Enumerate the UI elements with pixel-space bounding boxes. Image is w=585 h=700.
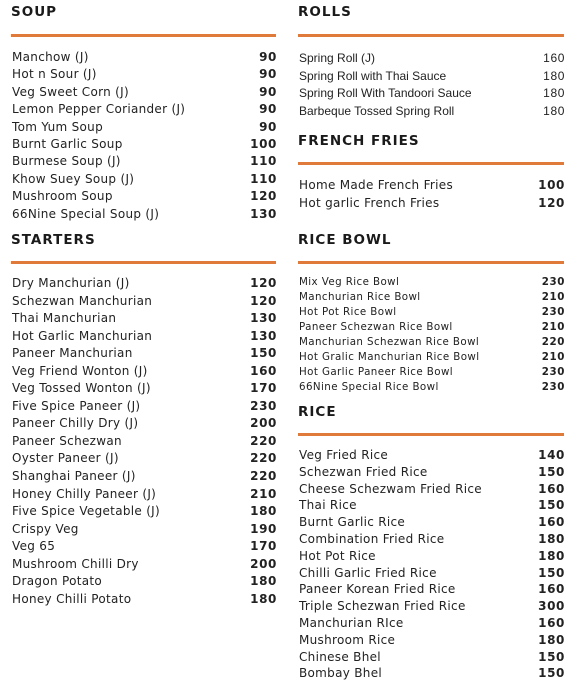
- menu-item-name: Bombay Bhel: [299, 666, 383, 681]
- menu-item: [12, 591, 277, 609]
- french-fries-list: [299, 177, 565, 212]
- menu-item: [12, 66, 277, 83]
- menu-item-price: 130: [250, 328, 277, 343]
- menu-item-price: 120: [250, 293, 277, 308]
- menu-item: [299, 195, 565, 213]
- section-title-rice-bowl: RICE BOWL: [298, 232, 392, 248]
- menu-item-price: 230: [541, 276, 565, 288]
- menu-item-name: Chilli Garlic Fried Rice: [299, 565, 437, 580]
- menu-item-price: 160: [250, 363, 277, 378]
- menu-item-price: 200: [250, 416, 277, 431]
- menu-item: [299, 615, 565, 632]
- menu-item-price: 160: [538, 481, 565, 496]
- menu-item-name: Khow Suey Soup (J): [12, 171, 135, 186]
- menu-item-name: Spring Roll (J): [299, 51, 376, 65]
- menu-item-price: 90: [259, 84, 277, 99]
- menu-item-name: 66Nine Special Rice Bowl: [299, 381, 439, 393]
- menu-item-price: 130: [250, 206, 277, 221]
- rice-bowl-list: [299, 275, 565, 395]
- menu-item: [299, 531, 565, 548]
- menu-item-price: 110: [250, 171, 277, 186]
- menu-item-name: Triple Schezwan Fried Rice: [299, 599, 466, 614]
- menu-item: [12, 538, 277, 556]
- menu-item: [12, 171, 277, 188]
- menu-item-price: 230: [541, 366, 565, 378]
- menu-item: [299, 598, 565, 615]
- menu-item: [299, 380, 565, 395]
- menu-item: [299, 447, 565, 464]
- menu-item-name: Burnt Garlic Soup: [12, 136, 123, 151]
- section-divider: [298, 261, 564, 264]
- menu-item-name: Tom Yum Soup: [12, 119, 103, 134]
- menu-item-name: Manchurian Schezwan Rice Bowl: [299, 336, 480, 348]
- menu-item-name: Oyster Paneer (J): [12, 451, 119, 466]
- menu-item-price: 160: [538, 615, 565, 630]
- menu-item: [12, 345, 277, 363]
- menu-item-price: 180: [538, 632, 565, 647]
- menu-item-price: 120: [538, 195, 565, 210]
- menu-item: [299, 649, 565, 666]
- menu-item-price: 220: [541, 336, 565, 348]
- menu-item-name: Hot Pot Rice: [299, 548, 376, 563]
- menu-item: [299, 581, 565, 598]
- menu-item-name: Five Spice Paneer (J): [12, 398, 141, 413]
- menu-item-name: Hot Garlic Paneer Rice Bowl: [299, 366, 454, 378]
- section-divider: [298, 433, 564, 436]
- menu-item: [299, 365, 565, 380]
- menu-item-price: 150: [538, 649, 565, 664]
- menu-item-price: 200: [250, 556, 277, 571]
- menu-item: [299, 68, 565, 86]
- section-divider: [11, 261, 276, 264]
- menu-item-name: Hot Garlic Manchurian: [12, 328, 153, 343]
- menu-item: [299, 335, 565, 350]
- section-title-rice: RICE: [298, 404, 337, 420]
- menu-item-price: 220: [250, 433, 277, 448]
- menu-item-name: Hot Gralic Manchurian Rice Bowl: [299, 351, 480, 363]
- menu-item: [299, 103, 565, 121]
- menu-item: [299, 350, 565, 365]
- menu-item-name: Mix Veg Rice Bowl: [299, 276, 400, 288]
- menu-item-price: 180: [250, 504, 277, 519]
- menu-item-price: 150: [538, 498, 565, 513]
- menu-item-price: 210: [541, 291, 565, 303]
- menu-item-name: Veg Friend Wonton (J): [12, 363, 148, 378]
- menu-item: [299, 50, 565, 68]
- menu-item: [299, 565, 565, 582]
- menu-item-price: 180: [543, 103, 565, 118]
- menu-item-name: Spring Roll with Thai Sauce: [299, 68, 447, 83]
- menu-item: [12, 398, 277, 416]
- menu-item-price: 170: [250, 381, 277, 396]
- menu-item-name: Dry Manchurian (J): [12, 276, 130, 290]
- menu-item: [12, 363, 277, 381]
- menu-item: [12, 503, 277, 521]
- menu-item: [299, 290, 565, 305]
- menu-item-name: Dragon Potato: [12, 574, 103, 589]
- menu-item: [12, 119, 277, 136]
- menu-item: [12, 136, 277, 153]
- menu-item-price: 180: [543, 86, 565, 100]
- menu-item-price: 220: [250, 469, 277, 484]
- menu-item-price: 110: [250, 154, 277, 169]
- menu-item-price: 230: [541, 381, 565, 393]
- menu-item-price: 300: [538, 599, 565, 614]
- menu-item-name: Veg 65: [12, 539, 56, 554]
- menu-item-price: 230: [541, 306, 565, 318]
- menu-item: [12, 188, 277, 205]
- menu-item: [299, 320, 565, 335]
- menu-item-name: Schezwan Manchurian: [12, 293, 153, 308]
- menu-item: [299, 665, 565, 682]
- menu-item-price: 210: [541, 321, 565, 333]
- menu-item-price: 100: [538, 178, 565, 192]
- menu-item-price: 140: [538, 448, 565, 462]
- menu-item-name: 66Nine Special Soup (J): [12, 206, 160, 221]
- menu-item: [12, 433, 277, 451]
- menu-item-name: Spring Roll With Tandoori Sauce: [299, 86, 472, 100]
- menu-item: [12, 275, 277, 293]
- menu-item: [299, 177, 565, 195]
- menu-item: [12, 415, 277, 433]
- menu-item: [12, 293, 277, 311]
- menu-item-price: 180: [538, 531, 565, 546]
- menu-item: [299, 514, 565, 531]
- menu-item: [12, 468, 277, 486]
- menu-item-name: Paneer Chilly Dry (J): [12, 416, 139, 431]
- menu-item-name: Barbeque Tossed Spring Roll: [299, 103, 455, 118]
- menu-item-name: Veg Tossed Wonton (J): [12, 381, 151, 396]
- section-title-starters: STARTERS: [11, 232, 96, 248]
- menu-item-price: 150: [538, 565, 565, 580]
- menu-item: [12, 573, 277, 591]
- menu-item-name: Manchow (J): [12, 50, 89, 64]
- menu-item-price: 160: [538, 515, 565, 530]
- menu-item-price: 170: [250, 539, 277, 554]
- menu-item: [12, 556, 277, 574]
- menu-item-name: Lemon Pepper Coriander (J): [12, 102, 186, 117]
- menu-item-price: 120: [250, 189, 277, 204]
- menu-item: [299, 464, 565, 481]
- menu-item-name: Mushroom Chilli Dry: [12, 556, 139, 571]
- menu-item-name: Hot n Sour (J): [12, 67, 97, 82]
- menu-item-name: Five Spice Vegetable (J): [12, 504, 160, 519]
- section-divider: [298, 34, 564, 37]
- menu-item-name: Schezwan Fried Rice: [299, 464, 428, 479]
- menu-item: [299, 305, 565, 320]
- menu-item-price: 160: [543, 51, 565, 65]
- menu-item-name: Burnt Garlic Rice: [299, 515, 406, 530]
- menu-item-name: Mushroom Rice: [299, 632, 396, 647]
- menu-item: [12, 521, 277, 539]
- menu-item-price: 180: [250, 591, 277, 606]
- menu-item-name: Crispy Veg: [12, 521, 79, 536]
- menu-item: [12, 49, 277, 66]
- menu-item-price: 90: [259, 67, 277, 82]
- menu-item-price: 160: [538, 582, 565, 597]
- menu-item-name: Manchurian Rice Bowl: [299, 291, 421, 303]
- menu-item: [12, 328, 277, 346]
- menu-item-price: 130: [250, 311, 277, 326]
- menu-item-price: 150: [538, 666, 565, 681]
- menu-item: [299, 497, 565, 514]
- menu-item-price: 230: [250, 398, 277, 413]
- menu-item: [299, 275, 565, 290]
- menu-item-price: 90: [259, 119, 277, 134]
- menu-item-name: Thai Manchurian: [12, 311, 117, 326]
- menu-item: [299, 632, 565, 649]
- menu-item-name: Burmese Soup (J): [12, 154, 121, 169]
- menu-item-price: 90: [259, 50, 277, 64]
- menu-item-name: Cheese Schezwam Fried Rice: [299, 481, 482, 496]
- menu-item: [12, 450, 277, 468]
- menu-item-price: 180: [543, 68, 565, 83]
- menu-item-price: 220: [250, 451, 277, 466]
- menu-item: [299, 85, 565, 103]
- menu-item-name: Home Made French Fries: [299, 178, 454, 192]
- rice-list: [299, 447, 565, 682]
- menu-item-name: Mushroom Soup: [12, 189, 113, 204]
- starters-list: [12, 275, 277, 608]
- menu-item-price: 150: [250, 346, 277, 361]
- menu-item: [12, 206, 277, 223]
- section-divider: [11, 34, 276, 37]
- menu-item: [12, 153, 277, 170]
- menu-item-name: Paneer Schezwan Rice Bowl: [299, 321, 453, 333]
- menu-item-name: Veg Sweet Corn (J): [12, 84, 129, 99]
- menu-item: [299, 548, 565, 565]
- menu-item: [12, 486, 277, 504]
- menu-item-price: 150: [538, 464, 565, 479]
- menu-item: [299, 481, 565, 498]
- menu-item-name: Combination Fried Rice: [299, 531, 445, 546]
- rolls-list: [299, 50, 565, 120]
- menu-item-name: Thai Rice: [299, 498, 357, 513]
- menu-item-name: Manchurian RIce: [299, 615, 404, 630]
- section-divider: [298, 162, 564, 165]
- menu-item-name: Paneer Manchurian: [12, 346, 133, 361]
- menu-item-price: 210: [250, 486, 277, 501]
- section-title-french-fries: FRENCH FRIES: [298, 133, 420, 149]
- section-title-rolls: ROLLS: [298, 4, 352, 20]
- menu-item-price: 120: [250, 276, 277, 290]
- menu-item-name: Honey Chilly Paneer (J): [12, 486, 157, 501]
- menu-item: [12, 380, 277, 398]
- menu-item-price: 100: [250, 136, 277, 151]
- menu-item-name: Veg Fried Rice: [299, 448, 389, 462]
- menu-item-name: Hot Pot Rice Bowl: [299, 306, 397, 318]
- menu-item-price: 90: [259, 102, 277, 117]
- menu-item: [12, 101, 277, 118]
- menu-item-name: Paneer Schezwan: [12, 433, 122, 448]
- menu-item: [12, 310, 277, 328]
- menu-item-price: 190: [250, 521, 277, 536]
- menu-item-name: Chinese Bhel: [299, 649, 381, 664]
- menu-item-name: Shanghai Paneer (J): [12, 469, 136, 484]
- menu-item-price: 180: [250, 574, 277, 589]
- menu-item-name: Hot garlic French Fries: [299, 195, 440, 210]
- menu-item: [12, 84, 277, 101]
- soup-list: [12, 49, 277, 223]
- section-title-soup: SOUP: [11, 4, 58, 20]
- menu-item-price: 210: [541, 351, 565, 363]
- menu-item-name: Honey Chilli Potato: [12, 591, 132, 606]
- menu-item-price: 180: [538, 548, 565, 563]
- menu-item-name: Paneer Korean Fried Rice: [299, 582, 456, 597]
